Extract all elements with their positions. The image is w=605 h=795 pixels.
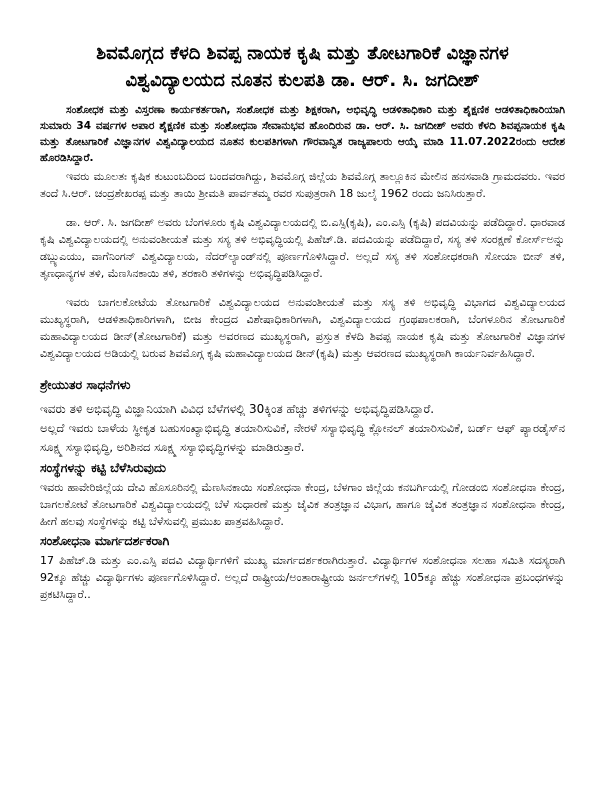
institutions-text: ಇವರು ಹಾವೇರಿಜಿಲ್ಲೆಯ ದೇವಿ ಹೊಸೂರಿನಲ್ಲಿ ಮೆಣಸಿನಕಾಯಿ ಸಂಶೋಧನಾ ಕೇಂದ್ರ, ಬೆಳಗಾಂ ಜಿಲ್ಲೆಯ ಕನಬರ್ಗಿಯಲ್ಲಿ ಗೋಡಂಬಿ ಸಂಶೋಧನಾ ಕೇಂದ್ರ, ಬಾಗಲಕೋಟೆ ತೋಟಗಾರಿಕೆ ವಿಶ್ವವಿದ್ಯಾಲಯದಲ್ಲಿ ಬೆಳೆ ಸುಧಾರಣೆ ಮತ್ತು ಜೈವಿಕ ತಂತ್ರಜ್ಞಾನ ವಿಭಾಗ, ಹಾಗೂ ಜೈವಿಕ ತಂತ್ರಜ್ಞಾನ ಸಂಶೋಧನಾ ಕೇಂದ್ರ, ಹೀಗೆ ಹಲವು ಸಂಸ್ಥೆಗಳನ್ನು ಕಟ್ಟಿ ಬೆಳೆಸುವಲ್ಲಿ ಪ್ರಮುಖ ಪಾತ್ರವಹಿಸಿದ್ದಾರೆ. <box>40 481 565 528</box>
achievements-text-2: ಅಲ್ಲದೆ ಇವರು ಬಾಳೆಯ ಸ್ಥೀಕೃತ ಬಹುಸಂಖ್ಯಾಭಿವೃದ್ಧಿ ತಯಾರಿಸುವಿಕೆ, ನೇರಳೆ ಸಸ್ಯಾಭಿವೃದ್ಧಿ ಕ್ಲೋನಲ್ ತಯಾರಿಸುವಿಕೆ, ಬರ್ಡ್ ಆಫ್ ಪ್ಯಾರಡೈಸ್‌ನ ಸೂಕ್ಷ್ಮ ಸಸ್ಯಾಭಿವೃದ್ಧಿ, ಅರಿಶಿನದ ಸೂಕ್ಷ್ಮ ಸಸ್ಯಾಭಿವೃದ್ಧಿಗಳನ್ನು ಮಾಡಿರುತ್ತಾರೆ. <box>40 421 565 454</box>
title-line-2: ವಿಶ್ವವಿದ್ಯಾಲಯದ ನೂತನ ಕುಲಪತಿ ಡಾ. ಆರ್. ಸಿ. ಜಗದೀಶ್ <box>125 70 480 91</box>
achievements-heading: ಶ್ರೇಯುತರ ಸಾಧನೆಗಳು <box>40 377 131 392</box>
guidance-heading: ಸಂಶೋಧನಾ ಮಾರ್ಗದರ್ಶಕರಾಗಿ <box>40 533 170 548</box>
guidance-text: 17 ಪಿಹೆಚ್.ಡಿ ಮತ್ತು ಎಂ.ಎಸ್ಸಿ ಪದವಿ ವಿದ್ಯಾರ್ಥಿಗಳಿಗೆ ಮುಖ್ಯ ಮಾರ್ಗದರ್ಶಕರಾಗಿರುತ್ತಾರೆ. ವಿದ್ಯಾರ್ಥಿಗಳ ಸಂಶೋಧನಾ ಸಲಹಾ ಸಮಿತಿ ಸದಸ್ಯರಾಗಿ 92ಕ್ಕೂ ಹೆಚ್ಚು ವಿದ್ಯಾರ್ಥಿಗಳು ಪೂರ್ಣಗೊಳಿಸಿದ್ದಾರೆ. ಅಲ್ಲದೆ ರಾಷ್ಟ್ರೀಯ/ಅಂತಾರಾಷ್ಟ್ರೀಯ ಜರ್ನಲ್‌ಗಳಲ್ಲಿ 105ಕ್ಕೂ ಹೆಚ್ಚು ಸಂಶೋಧನಾ ಪ್ರಬಂಧಗಳನ್ನು ಪ್ರಕಟಿಸಿದ್ದಾರೆ.. <box>40 554 565 601</box>
background-paragraph: ಇವರು ಮೂಲತಃ ಕೃಷಿಕ ಕುಟುಂಬದಿಂದ ಬಂದವರಾಗಿದ್ದು, ಶಿವಮೊಗ್ಗ ಜಿಲ್ಲೆಯ ಶಿವಮೊಗ್ಗ ತಾಲ್ಲೂಕಿನ ಮೇಲಿನ ಹನಸವಾಡಿ ಗ್ರಾಮದವರು. ಇವರ ತಂದೆ ಸಿ.ಆರ್. ಚಂದ್ರಶೇಖರಪ್ಪ ಮತ್ತು ತಾಯಿ ಶ್ರೀಮತಿ ಪಾರ್ವತಮ್ಮ ರವರ ಸುಪುತ್ರರಾಗಿ 18 ಜುಲೈ 1962 ರಂದು ಜನಿಸಿರುತ್ತಾರೆ. <box>40 170 565 200</box>
intro-paragraph: ಸಂಶೋಧಕ ಮತ್ತು ವಿಸ್ತರಣಾ ಕಾರ್ಯಕರ್ತರಾಗಿ, ಸಂಶೋಧಕ ಮತ್ತು ಶಿಕ್ಷಕರಾಗಿ, ಅಭಿವೃದ್ಧಿ ಆಡಳಿತಾಧಿಕಾರಿ ಮತ್ತು ಶೈಕ್ಷಣಿಕ ಆಡಳಿತಾಧಿಕಾರಿಯಾಗಿ ಸುಮಾರು 34 ವರ್ಷಗಳ ಅಪಾರ ಶೈಕ್ಷಣಿಕ ಮತ್ತು ಸಂಶೋಧನಾ ಸೇವಾನುಭವ ಹೊಂದಿರುವ ಡಾ. ಆರ್. ಸಿ. ಜಗದೀಶ್ ಅವರು ಕೆಳದಿ ಶಿವಪ್ಪನಾಯಕ ಕೃಷಿ ಮತ್ತು ತೋಟಗಾರಿಕೆ ವಿಜ್ಞಾನಗಳ ವಿಶ್ವವಿದ್ಯಾಲಯದ ನೂತನ ಕುಲಪತಿಗಳಾಗಿ ಗೌರವಾನ್ವಿತ ರಾಜ್ಯಪಾಲರು ಆಯ್ಕೆ ಮಾಡಿ 11.07.2022ರಂದು ಆದೇಶ ಹೊರಡಿಸಿದ್ದಾರೆ. <box>40 104 565 164</box>
page-title <box>40 40 565 94</box>
title-line-1: ಶಿವಮೊಗ್ಗದ ಕೆಳದಿ ಶಿವಪ್ಪ ನಾಯಕ ಕೃಷಿ ಮತ್ತು ತೋಟಗಾರಿಕೆ ವಿಜ್ಞಾನಗಳ <box>96 43 509 64</box>
career-paragraph: ಇವರು ಬಾಗಲಕೋಟೆಯ ತೋಟಗಾರಿಕೆ ವಿಶ್ವವಿದ್ಯಾಲಯದ ಅನುವಂಶೀಯತೆ ಮತ್ತು ಸಸ್ಯ ತಳಿ ಅಭಿವೃದ್ಧಿ ವಿಭಾಗದ ವಿಶ್ವವಿದ್ಯಾಲಯದ ಮುಖ್ಯಸ್ಥರಾಗಿ, ಆಡಳಿತಾಧಿಕಾರಿಗಳಾಗಿ, ಬೀಜ ಕೇಂದ್ರದ ವಿಶೇಷಾಧಿಕಾರಿಗಳಾಗಿ, ವಿಶ್ವವಿದ್ಯಾಲಯದ ಗ್ರಂಥಪಾಲಕರಾಗಿ, ಬೆಂಗಳೂರಿನ ತೋಟಗಾರಿಕೆ ಮಹಾವಿದ್ಯಾಲಯದ ಡೀನ್(ತೋಟಗಾರಿಕೆ) ಮತ್ತು ಅವರಣದ ಮುಖ್ಯಸ್ಥರಾಗಿ, ಪ್ರಸ್ತುತ ಕೆಳದಿ ಶಿವಪ್ಪ ನಾಯಕ ಕೃಷಿ ಮತ್ತು ತೋಟಗಾರಿಕೆ ವಿಜ್ಞಾನಗಳ ವಿಶ್ವವಿದ್ಯಾಲಯದ ಅಡಿಯಲ್ಲಿ ಬರುವ ಶಿವಮೊಗ್ಗ ಕೃಷಿ ಮಹಾವಿದ್ಯಾಲಯದ ಡೀನ್(ಕೃಷಿ) ಮತ್ತು ಆವರಣದ ಮುಖ್ಯಸ್ಥರಾಗಿ ಕಾರ್ಯನಿರ್ವಹಿಸಿದ್ದಾರೆ. <box>40 296 565 360</box>
education-paragraph: ಡಾ. ಆರ್. ಸಿ. ಜಗದೀಶ್ ಅವರು ಬೆಂಗಳೂರು ಕೃಷಿ ವಿಶ್ವವಿದ್ಯಾಲಯದಲ್ಲಿ ಬಿ.ಎಸ್ಸಿ(ಕೃಷಿ), ಎಂ.ಎಸ್ಸಿ (ಕೃಷಿ) ಪದವಿಯನ್ನು ಪಡೆದಿದ್ದಾರೆ. ಧಾರವಾಡ ಕೃಷಿ ವಿಶ್ವವಿದ್ಯಾಲಯದಲ್ಲಿ ಅನುವಂಶೀಯತೆ ಮತ್ತು ಸಸ್ಯ ತಳಿ ಅಭಿವೃದ್ಧಿಯಲ್ಲಿ ಪಿಹೆಚ್.ಡಿ. ಪದವಿಯನ್ನು ಪಡೆದಿದ್ದಾರೆ, ಸಸ್ಯ ತಳಿ ಸಂರಕ್ಷಣೆ ಕೋರ್ಸ್‌ಅನ್ನು ಡಬ್ಲ್ಯುಎಯು, ವಾಗೆನಿಂಗನ್ ವಿಶ್ವವಿದ್ಯಾಲಯ, ನೆದರ್‌ಲ್ಯಾಂಡ್‌ನಲ್ಲಿ ಪೂರ್ಣಗೊಳಿಸಿದ್ದಾರೆ. ಅಲ್ಲದೆ ಸಸ್ಯ ತಳಿ ಸಂಶೋಧಕರಾಗಿ ಸೋಯಾ ಬೀನ್ ತಳಿ, ತೃಣಧಾನ್ಯಗಳ ತಳಿ, ಮೆಣಸಿನಕಾಯಿ ತಳಿ, ತರಕಾರಿ ತಳಿಗಳನ್ನು ಅಭಿವೃದ್ಧಿಪಡಿಸಿದ್ದಾರೆ. <box>40 216 565 280</box>
institutions-heading: ಸಂಸ್ಥೆಗಳನ್ನು ಕಟ್ಟಿ ಬೆಳೆಸಿರುವುದು <box>40 460 166 475</box>
achievements-text-1: ಇವರು ತಳಿ ಅಭಿವೃದ್ಧಿ ವಿಜ್ಞಾನಿಯಾಗಿ ವಿವಿಧ ಬೆಳೆಗಳಲ್ಲಿ 30ಕ್ಕಿಂತ ಹೆಚ್ಚು ತಳಿಗಳನ್ನು ಅಭಿವೃದ್ಧಿಪಡಿಸಿದ್ದಾರೆ. <box>40 402 435 416</box>
